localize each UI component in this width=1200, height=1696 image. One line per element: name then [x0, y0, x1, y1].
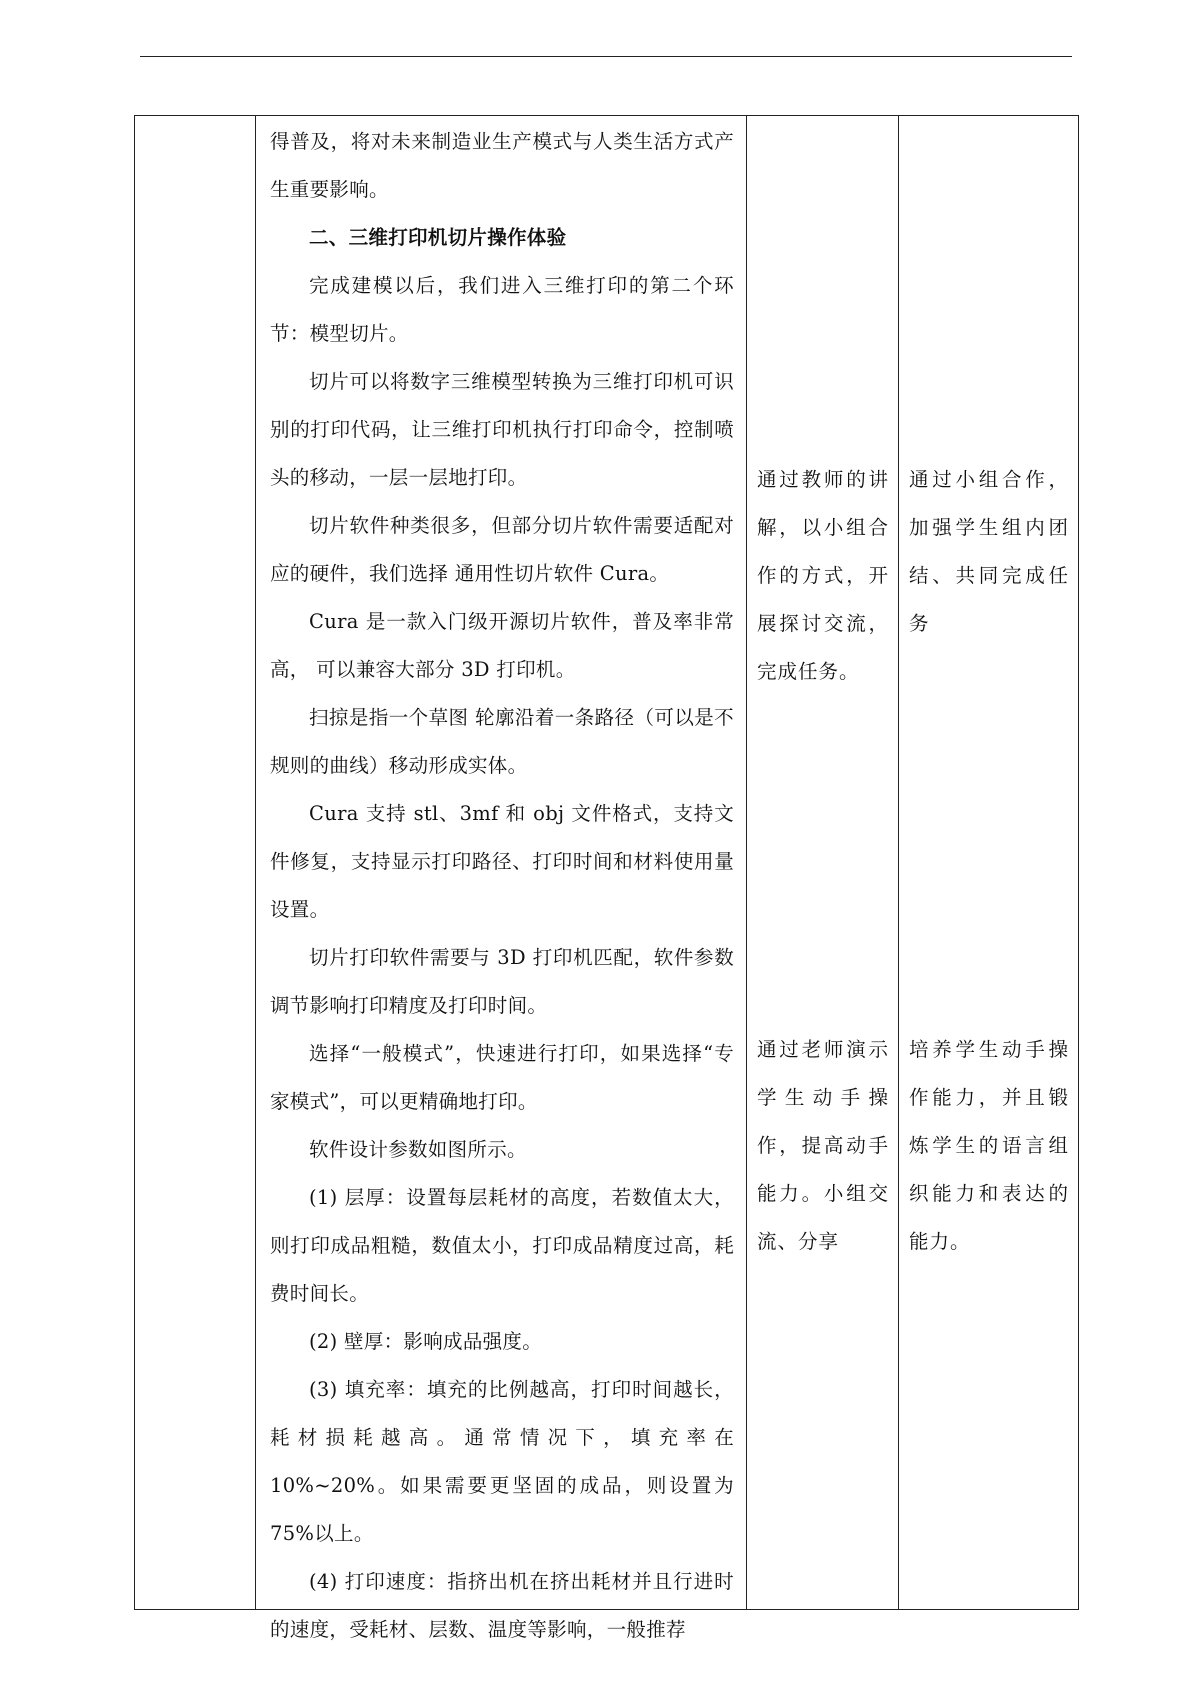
lesson-table	[134, 115, 1079, 1641]
content-paragraph: 切片软件种类很多，但部分切片软件需要适配对应的硬件，我们选择 通用性切片软件 Cura。	[270, 514, 734, 585]
content-paragraph: Cura 是一款入门级开源切片软件，普及率非常高， 可以兼容大部分 3D 打印机。	[270, 610, 734, 681]
design-intent-column	[899, 116, 1078, 1609]
content-paragraph: 切片打印软件需要与 3D 打印机匹配，软件参数调节影响打印精度及打印时间。	[270, 946, 734, 1017]
content-paragraphs	[270, 118, 734, 1654]
content-paragraph: 软件设计参数如图所示。	[309, 1138, 527, 1161]
stage-column	[135, 116, 256, 1609]
student-activity-column	[747, 116, 899, 1609]
header-rule	[140, 56, 1072, 57]
student-activity-block-1: 通过教师的讲解，以小组合作的方式，开展探讨交流，完成任务。	[757, 468, 889, 683]
student-activity-block-2: 通过老师演示学生动手操作，提高动手能力。小组交流、分享	[757, 1038, 889, 1253]
content-paragraph: (1) 层厚：设置每层耗材的高度，若数值太大，则打印成品粗糙，数值太小，打印成品精度过高，耗费时间长。	[270, 1186, 734, 1305]
section-heading: 二、三维打印机切片操作体验	[309, 226, 567, 249]
content-paragraph: (4) 打印速度：指挤出机在挤出耗材并且行进时的速度，受耗材、层数、温度等影响，一般推荐	[270, 1570, 734, 1641]
content-paragraph: (3) 填充率：填充的比例越高，打印时间越长，耗材损耗越高。通常情况下，填充率在 10%~20%。如果需要更坚固的成品，则设置为 75%以上。	[270, 1378, 734, 1545]
content-column	[256, 116, 747, 1641]
content-paragraph: 得普及，将对未来制造业生产模式与人类生活方式产生重要影响。	[270, 130, 734, 201]
content-paragraph: 完成建模以后，我们进入三维打印的第二个环节：模型切片。	[270, 274, 734, 345]
content-paragraph: 扫掠是指一个草图 轮廓沿着一条路径（可以是不规则的曲线）移动形成实体。	[270, 706, 734, 777]
content-paragraph: 选择“一般模式”，快速进行打印，如果选择“专家模式”，可以更精确地打印。	[270, 1042, 734, 1113]
design-intent-block-1: 通过小组合作，加强学生组内团结、共同完成任务	[909, 468, 1069, 635]
content-paragraph: (2) 壁厚：影响成品强度。	[309, 1330, 543, 1353]
content-paragraph: 切片可以将数字三维模型转换为三维打印机可识别的打印代码，让三维打印机执行打印命令，控制喷头的移动，一层一层地打印。	[270, 370, 734, 489]
design-intent-block-2: 培养学生动手操作能力，并且锻炼学生的语言组织能力和表达的能力。	[909, 1038, 1069, 1253]
content-paragraph: Cura 支持 stl、3mf 和 obj 文件格式，支持文件修复，支持显示打印路径、打印时间和材料使用量设置。	[270, 802, 734, 921]
